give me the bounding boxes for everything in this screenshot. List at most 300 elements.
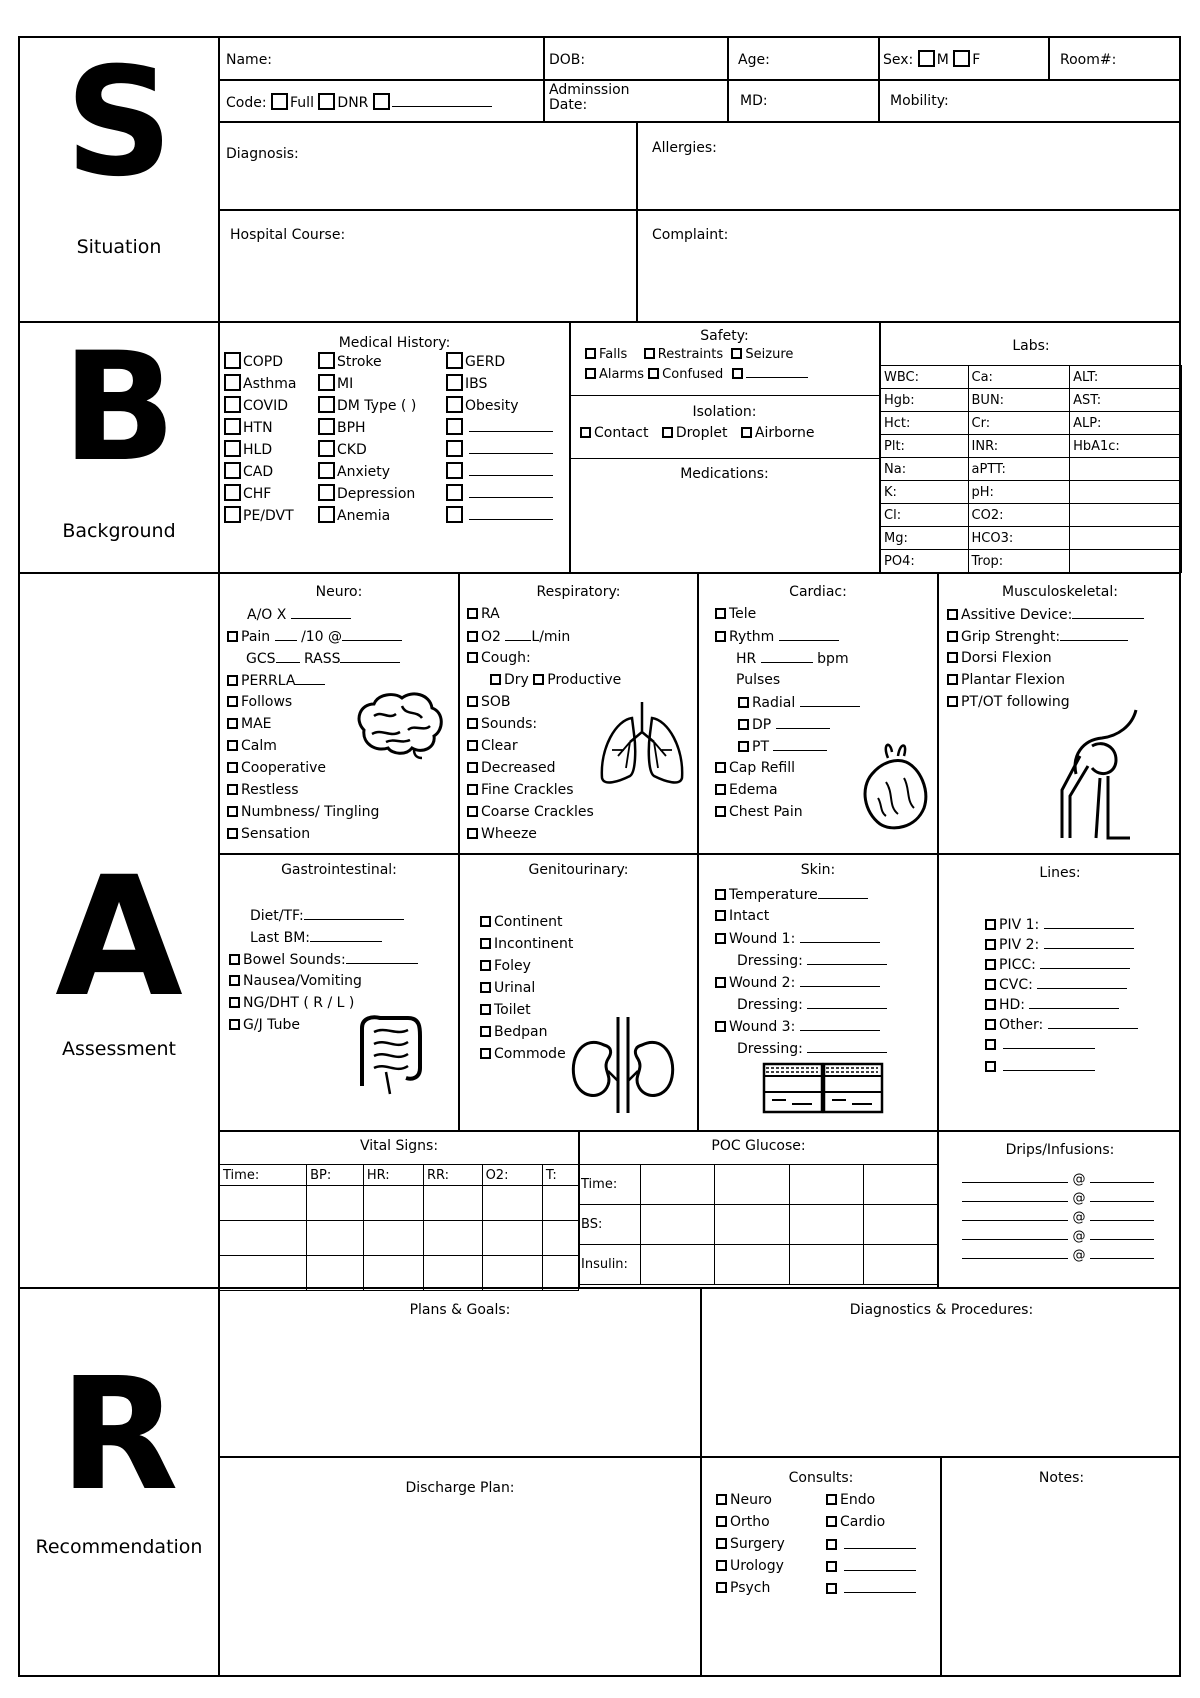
perrla-line[interactable] — [295, 672, 325, 685]
safety-other-checkbox[interactable] — [732, 368, 743, 379]
vitals-cell[interactable] — [363, 1256, 423, 1291]
consult-neuro-label: Neuro — [730, 1492, 772, 1508]
allergies-field[interactable]: Allergies: — [652, 140, 717, 156]
history-anemia-label: Anemia — [337, 508, 391, 524]
line-picc-line[interactable] — [1040, 956, 1130, 969]
consult-other-3-checkbox[interactable] — [826, 1561, 837, 1572]
poc-label-insulin: Insulin: — [579, 1245, 641, 1285]
poc-cell[interactable] — [715, 1245, 789, 1285]
poc-cell[interactable] — [863, 1165, 937, 1205]
line-other-checkbox[interactable] — [985, 1019, 996, 1030]
poc-cell[interactable] — [641, 1245, 715, 1285]
history-asthma-checkbox[interactable] — [224, 374, 241, 391]
line-extra-1-checkbox[interactable] — [985, 1061, 996, 1072]
sex-f-label: F — [972, 52, 981, 68]
vitals-cell[interactable] — [542, 1221, 578, 1256]
lab-hct[interactable]: Hct: — [881, 412, 969, 435]
consult-other-2-line[interactable] — [844, 1536, 916, 1549]
vitals-cell[interactable] — [307, 1256, 364, 1291]
ra-checkbox[interactable] — [467, 608, 478, 619]
dressing3-label: Dressing: — [737, 1041, 803, 1057]
rythm-checkbox[interactable] — [715, 631, 726, 642]
consult-urology-checkbox[interactable] — [716, 1560, 727, 1571]
dob-field[interactable]: DOB: — [549, 52, 586, 68]
vitals-cell[interactable] — [307, 1221, 364, 1256]
sex-m-checkbox[interactable] — [918, 50, 935, 67]
history-htn-label: HTN — [243, 420, 273, 436]
complaint-field[interactable]: Complaint: — [652, 227, 729, 243]
dry-checkbox[interactable] — [490, 674, 501, 685]
lab-cell[interactable] — [1070, 504, 1182, 527]
dp-line[interactable] — [776, 716, 830, 729]
vitals-cell[interactable] — [482, 1186, 542, 1221]
vitals-cell[interactable] — [363, 1186, 423, 1221]
neuro-follows-label: Follows — [241, 694, 293, 710]
drip-rate-line[interactable] — [1090, 1227, 1154, 1240]
history-obesity-label: Obesity — [465, 398, 519, 414]
gi-ng-dht-r-l-label: NG/DHT ( R / L ) — [243, 995, 355, 1011]
consult-psych-checkbox[interactable] — [716, 1582, 727, 1593]
lab-wbc[interactable]: WBC: — [881, 366, 969, 389]
wound1-checkbox[interactable] — [715, 933, 726, 944]
o2-line[interactable] — [505, 628, 531, 641]
gu-foley-checkbox[interactable] — [480, 960, 491, 971]
consult-neuro-checkbox[interactable] — [716, 1494, 727, 1505]
gu-urinal-checkbox[interactable] — [480, 982, 491, 993]
history-gerd-label: GERD — [465, 354, 506, 370]
last-bm-line[interactable] — [310, 929, 382, 942]
restraints-checkbox[interactable] — [644, 348, 655, 359]
neuro-numbness-tingling-label: Numbness/ Tingling — [241, 804, 380, 820]
line-hd-label: HD: — [999, 997, 1026, 1013]
history-other-3-line[interactable] — [469, 419, 553, 432]
productive-checkbox[interactable] — [533, 674, 544, 685]
wound2-checkbox[interactable] — [715, 977, 726, 988]
history-other-7-line[interactable] — [469, 507, 553, 520]
line-cvc-line[interactable] — [1037, 976, 1127, 989]
gu-toilet-checkbox[interactable] — [480, 1004, 491, 1015]
history-htn-checkbox[interactable] — [224, 418, 241, 435]
history-other-4-line[interactable] — [469, 441, 553, 454]
history-anemia-checkbox[interactable] — [318, 506, 335, 523]
history-ibs-checkbox[interactable] — [446, 374, 463, 391]
line-extra-1-line[interactable] — [1003, 1058, 1095, 1071]
msk-dorsi-flexion-checkbox[interactable] — [947, 652, 958, 663]
dressing1-row — [737, 952, 887, 969]
drip-name-line[interactable] — [962, 1246, 1068, 1259]
line-cvc-row — [985, 976, 1127, 993]
gu-urinal-row — [480, 980, 535, 996]
drip-name-line[interactable] — [962, 1227, 1068, 1240]
dressing2-label: Dressing: — [737, 997, 803, 1013]
consult-surgery-row — [716, 1536, 785, 1552]
lab-plt[interactable]: Plt: — [881, 435, 969, 458]
history-chf-row — [224, 484, 271, 502]
shoulder-joint-icon — [1052, 706, 1142, 842]
poc-cell[interactable] — [715, 1205, 789, 1245]
line-cvc-checkbox[interactable] — [985, 979, 996, 990]
vitals-header-bp: BP: — [307, 1165, 364, 1186]
consult-other-3-line[interactable] — [844, 1558, 916, 1571]
lab-mg[interactable]: Mg: — [881, 527, 969, 550]
neuro-restless-checkbox[interactable] — [227, 784, 238, 795]
line-piv-2-line[interactable] — [1044, 936, 1134, 949]
poc-label-time: Time: — [579, 1165, 641, 1205]
consult-surgery-checkbox[interactable] — [716, 1538, 727, 1549]
dp-row — [738, 716, 830, 733]
name-field[interactable]: Name: — [226, 52, 273, 68]
safety-row-1 — [585, 347, 793, 362]
cardiac-chest-pain-checkbox[interactable] — [715, 806, 726, 817]
line-extra-0-line[interactable] — [1003, 1036, 1095, 1049]
line-picc-row — [985, 956, 1130, 973]
lab-cr[interactable]: Cr: — [968, 412, 1070, 435]
resp-decreased-checkbox[interactable] — [467, 762, 478, 773]
vitals-cell[interactable] — [220, 1186, 307, 1221]
gu-bedpan-checkbox[interactable] — [480, 1026, 491, 1037]
resp-wheeze-checkbox[interactable] — [467, 828, 478, 839]
alarms-checkbox[interactable] — [585, 368, 596, 379]
vitals-row — [220, 1256, 579, 1291]
vitals-cell[interactable] — [423, 1221, 482, 1256]
cardiac-chest-pain-row — [715, 804, 803, 820]
bowel-checkbox[interactable] — [229, 954, 240, 965]
resp-clear-checkbox[interactable] — [467, 740, 478, 751]
consult-other-2-checkbox[interactable] — [826, 1539, 837, 1550]
dressing1-label: Dressing: — [737, 953, 803, 969]
history-other-3-checkbox[interactable] — [446, 418, 463, 435]
falls-checkbox[interactable] — [585, 348, 596, 359]
dp-checkbox[interactable] — [738, 719, 749, 730]
wound2-line[interactable] — [800, 974, 880, 987]
droplet-checkbox[interactable] — [662, 427, 673, 438]
room-field[interactable]: Room#: — [1060, 52, 1117, 68]
bowel-line[interactable] — [346, 951, 418, 964]
history-other-5-checkbox[interactable] — [446, 462, 463, 479]
lab-hba1c[interactable]: HbA1c: — [1070, 435, 1182, 458]
line-picc-checkbox[interactable] — [985, 959, 996, 970]
consult-ortho-label: Ortho — [730, 1514, 770, 1530]
vitals-cell[interactable] — [220, 1221, 307, 1256]
history-pe-dvt-row — [224, 506, 294, 524]
line-piv-1-checkbox[interactable] — [985, 919, 996, 930]
neuro-numbness-tingling-checkbox[interactable] — [227, 806, 238, 817]
pt-checkbox[interactable] — [738, 741, 749, 752]
airborne-checkbox[interactable] — [741, 427, 752, 438]
history-hld-checkbox[interactable] — [224, 440, 241, 457]
confused-checkbox[interactable] — [648, 368, 659, 379]
vitals-cell[interactable] — [363, 1221, 423, 1256]
temperature-line[interactable] — [818, 886, 868, 899]
gcs-line[interactable] — [276, 650, 300, 663]
section-letter-r: R — [59, 1344, 179, 1525]
radial-checkbox[interactable] — [738, 697, 749, 708]
lab-ph[interactable]: pH: — [968, 481, 1070, 504]
history-obesity-row — [446, 396, 518, 414]
code-dnr-checkbox[interactable] — [318, 93, 335, 110]
lab-alt[interactable]: ALT: — [1070, 366, 1182, 389]
line-picc-label: PICC: — [999, 957, 1036, 973]
consult-endo-checkbox[interactable] — [826, 1494, 837, 1505]
vitals-cell[interactable] — [542, 1256, 578, 1291]
lab-na[interactable]: Na: — [881, 458, 969, 481]
cardiac-cap-refill-checkbox[interactable] — [715, 762, 726, 773]
consult-other-4-line[interactable] — [844, 1580, 916, 1593]
plans-goals-title[interactable]: Plans & Goals: — [409, 1302, 511, 1318]
neuro-sensation-checkbox[interactable] — [227, 828, 238, 839]
history-other-7-row — [446, 506, 553, 524]
dressing3-line[interactable] — [807, 1040, 887, 1053]
hospital-course-field[interactable]: Hospital Course: — [230, 227, 346, 243]
gu-continent-checkbox[interactable] — [480, 916, 491, 927]
history-depression-checkbox[interactable] — [318, 484, 335, 501]
vitals-header-time: Time: — [220, 1165, 307, 1186]
medications-title[interactable]: Medications: — [680, 466, 769, 482]
history-covid-checkbox[interactable] — [224, 396, 241, 413]
lab-po4[interactable]: PO4: — [881, 550, 969, 573]
temperature-row — [715, 886, 868, 903]
dp-label: DP — [752, 717, 772, 733]
line-hd-line[interactable] — [1029, 996, 1119, 1009]
poc-cell[interactable] — [641, 1205, 715, 1245]
line-piv-1-line[interactable] — [1044, 916, 1134, 929]
history-other-5-line[interactable] — [469, 463, 553, 476]
lab-cell[interactable] — [1070, 550, 1182, 573]
vitals-header-row — [220, 1165, 579, 1186]
drip-at-label: @ — [1072, 1248, 1086, 1263]
lab-aptt[interactable]: aPTT: — [968, 458, 1070, 481]
history-stroke-checkbox[interactable] — [318, 352, 335, 369]
wound3-checkbox[interactable] — [715, 1021, 726, 1032]
pain-score-line[interactable] — [275, 628, 297, 641]
poc-cell[interactable] — [863, 1205, 937, 1245]
history-bph-row — [318, 418, 366, 436]
consult-ortho-row — [716, 1514, 770, 1530]
cardiac-edema-checkbox[interactable] — [715, 784, 726, 795]
lab-co2[interactable]: CO2: — [968, 504, 1070, 527]
history-anxiety-checkbox[interactable] — [318, 462, 335, 479]
history-bph-checkbox[interactable] — [318, 418, 335, 435]
consult-cardio-checkbox[interactable] — [826, 1516, 837, 1527]
contact-checkbox[interactable] — [580, 427, 591, 438]
notes-title[interactable]: Notes: — [1038, 1470, 1085, 1486]
cardiac-edema-row — [715, 782, 778, 798]
neuro-calm-row — [227, 738, 277, 754]
history-mi-checkbox[interactable] — [318, 374, 335, 391]
vitals-cell[interactable] — [423, 1186, 482, 1221]
dressing1-line[interactable] — [807, 952, 887, 965]
lab-trop[interactable]: Trop: — [968, 550, 1070, 573]
code-full-checkbox[interactable] — [271, 93, 288, 110]
diagnostics-procedures-title[interactable]: Diagnostics & Procedures: — [849, 1302, 1034, 1318]
neuro-follows-checkbox[interactable] — [227, 696, 238, 707]
line-other-line[interactable] — [1048, 1016, 1138, 1029]
cough-checkbox[interactable] — [467, 652, 478, 663]
admission-date-field[interactable] — [549, 83, 630, 113]
line-extra-0-row — [985, 1036, 1095, 1053]
history-cad-checkbox[interactable] — [224, 462, 241, 479]
rythm-line[interactable] — [779, 628, 839, 641]
poc-cell[interactable] — [715, 1165, 789, 1205]
wound3-row — [715, 1018, 880, 1035]
poc-cell[interactable] — [789, 1165, 863, 1205]
line-hd-checkbox[interactable] — [985, 999, 996, 1010]
resp-sob-row — [467, 694, 511, 710]
productive-label: Productive — [547, 672, 622, 688]
resp-fine-crackles-checkbox[interactable] — [467, 784, 478, 795]
drips-title: Drips/Infusions: — [1005, 1142, 1115, 1158]
history-other-3-row — [446, 418, 553, 436]
resp-sounds-checkbox[interactable] — [467, 718, 478, 729]
history-copd-checkbox[interactable] — [224, 352, 241, 369]
lab-bun[interactable]: BUN: — [968, 389, 1070, 412]
safety-other-line[interactable] — [746, 365, 808, 378]
temperature-checkbox[interactable] — [715, 889, 726, 900]
resp-wheeze-label: Wheeze — [481, 826, 537, 842]
respiratory-title: Respiratory: — [536, 584, 621, 600]
hr-row — [736, 650, 849, 667]
history-other-7-checkbox[interactable] — [446, 506, 463, 523]
tele-checkbox[interactable] — [715, 608, 726, 619]
gu-incontinent-checkbox[interactable] — [480, 938, 491, 949]
cough-label: Cough: — [481, 650, 531, 666]
drip-rate-line[interactable] — [1090, 1170, 1154, 1183]
history-pe-dvt-checkbox[interactable] — [224, 506, 241, 523]
vitals-cell[interactable] — [307, 1186, 364, 1221]
grip-line[interactable] — [1060, 628, 1128, 641]
history-gerd-checkbox[interactable] — [446, 352, 463, 369]
wound2-row — [715, 974, 880, 991]
resp-sob-checkbox[interactable] — [467, 696, 478, 707]
sex-f-checkbox[interactable] — [953, 50, 970, 67]
consult-psych-label: Psych — [730, 1580, 771, 1596]
drip-rate-line[interactable] — [1090, 1246, 1154, 1259]
pt-line[interactable] — [773, 738, 827, 751]
consult-ortho-checkbox[interactable] — [716, 1516, 727, 1527]
history-gerd-row — [446, 352, 505, 370]
history-obesity-checkbox[interactable] — [446, 396, 463, 413]
lab-cell[interactable] — [1070, 527, 1182, 550]
history-asthma-row — [224, 374, 296, 392]
drip-rate-line[interactable] — [1090, 1208, 1154, 1221]
seizure-checkbox[interactable] — [731, 348, 742, 359]
o2-checkbox[interactable] — [467, 631, 478, 642]
consult-other-4-checkbox[interactable] — [826, 1583, 837, 1594]
vitals-cell[interactable] — [423, 1256, 482, 1291]
resp-fine-crackles-row — [467, 782, 574, 798]
lab-hco3[interactable]: HCO3: — [968, 527, 1070, 550]
lab-k[interactable]: K: — [881, 481, 969, 504]
drip-name-line[interactable] — [962, 1189, 1068, 1202]
lab-ast[interactable]: AST: — [1070, 389, 1182, 412]
history-other-4-checkbox[interactable] — [446, 440, 463, 457]
diet-line[interactable] — [304, 907, 404, 920]
line-extra-0-checkbox[interactable] — [985, 1039, 996, 1050]
resp-coarse-crackles-checkbox[interactable] — [467, 806, 478, 817]
pain-location-line[interactable] — [342, 628, 402, 641]
history-copd-row — [224, 352, 283, 370]
line-piv-2-label: PIV 2: — [999, 937, 1040, 953]
lab-cell[interactable] — [1070, 481, 1182, 504]
wound1-line[interactable] — [800, 930, 880, 943]
dressing2-line[interactable] — [807, 996, 887, 1009]
msk-plantar-flexion-checkbox[interactable] — [947, 674, 958, 685]
history-chf-checkbox[interactable] — [224, 484, 241, 501]
gu-commode-label: Commode — [494, 1046, 566, 1062]
gi-ng-dht-r-l-checkbox[interactable] — [229, 997, 240, 1008]
lab-ca[interactable]: Ca: — [968, 366, 1070, 389]
poc-cell[interactable] — [789, 1245, 863, 1285]
lab-cl[interactable]: Cl: — [881, 504, 969, 527]
drip-rate-line[interactable] — [1090, 1189, 1154, 1202]
grip-checkbox[interactable] — [947, 631, 958, 642]
dressing2-row — [737, 996, 887, 1013]
poc-cell[interactable] — [641, 1165, 715, 1205]
vitals-cell[interactable] — [482, 1221, 542, 1256]
history-ckd-checkbox[interactable] — [318, 440, 335, 457]
diagnosis-field[interactable]: Diagnosis: — [226, 146, 299, 162]
pt-row — [738, 738, 827, 755]
history-other-6-line[interactable] — [469, 485, 553, 498]
intact-checkbox[interactable] — [715, 910, 726, 921]
neuro-cooperative-checkbox[interactable] — [227, 762, 238, 773]
age-field[interactable]: Age: — [738, 52, 770, 68]
code-other-line[interactable] — [392, 94, 492, 107]
lab-cell[interactable] — [1070, 458, 1182, 481]
code-other-checkbox[interactable] — [373, 93, 390, 110]
wound3-line[interactable] — [800, 1018, 880, 1031]
md-field[interactable]: MD: — [740, 93, 768, 109]
pain-checkbox[interactable] — [227, 631, 238, 642]
section-label-recommendation: Recommendation — [35, 1536, 203, 1558]
lab-inr[interactable]: INR: — [968, 435, 1070, 458]
history-other-6-checkbox[interactable] — [446, 484, 463, 501]
neuro-calm-checkbox[interactable] — [227, 740, 238, 751]
lab-alp[interactable]: ALP: — [1070, 412, 1182, 435]
alarms-label: Alarms — [599, 367, 645, 382]
gu-commode-checkbox[interactable] — [480, 1048, 491, 1059]
history-dm-type-checkbox[interactable] — [318, 396, 335, 413]
drip-name-line[interactable] — [962, 1170, 1068, 1183]
line-piv-2-checkbox[interactable] — [985, 939, 996, 950]
poc-cell[interactable] — [863, 1245, 937, 1285]
hr-line[interactable] — [761, 650, 813, 663]
mobility-field[interactable]: Mobility: — [890, 93, 949, 109]
perrla-checkbox[interactable] — [227, 675, 238, 686]
rass-line[interactable] — [340, 650, 400, 663]
aox-line[interactable] — [291, 606, 351, 619]
vitals-cell[interactable] — [482, 1256, 542, 1291]
msk-dorsi-flexion-row — [947, 650, 1052, 666]
vitals-cell[interactable] — [542, 1186, 578, 1221]
drip-name-line[interactable] — [962, 1208, 1068, 1221]
assistive-checkbox[interactable] — [947, 609, 958, 620]
vitals-cell[interactable] — [220, 1256, 307, 1291]
assistive-line[interactable] — [1072, 606, 1144, 619]
neuro-mae-checkbox[interactable] — [227, 718, 238, 729]
discharge-plan-title[interactable]: Discharge Plan: — [405, 1480, 515, 1496]
line-other-label: Other: — [999, 1017, 1044, 1033]
gi-g-j-tube-checkbox[interactable] — [229, 1019, 240, 1030]
gcs-row — [246, 650, 400, 667]
poc-cell[interactable] — [789, 1205, 863, 1245]
gi-nausea-vomiting-checkbox[interactable] — [229, 975, 240, 986]
radial-line[interactable] — [800, 694, 860, 707]
temperature-label: Temperature — [729, 887, 818, 903]
vitals-header-o2: O2: — [482, 1165, 542, 1186]
lab-hgb[interactable]: Hgb: — [881, 389, 969, 412]
msk-pt-ot-following-checkbox[interactable] — [947, 696, 958, 707]
